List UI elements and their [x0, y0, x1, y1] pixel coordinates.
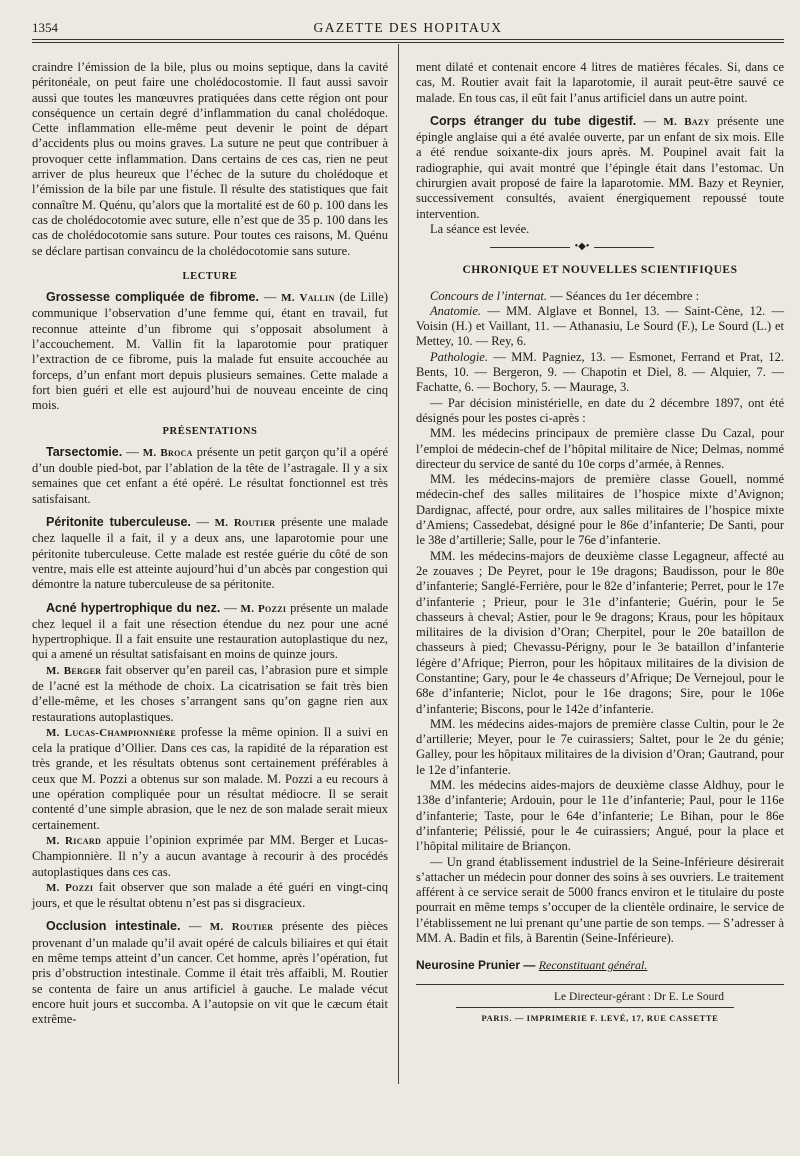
journal-title: GAZETTE DES HOPITAUX [313, 20, 503, 35]
paragraph: MM. les médecins aides-majors de première classe Cultin, pour le 2e d’artillerie; Meyer, pour le 7e cuirassiers; Saltet, pour le 2e du génie; Galley, pour les hôpitaux militaires de la division d’Oran; Gautrand, pour le 12e d’infanterie. [416, 716, 784, 777]
author-name: M. Pozzi [240, 602, 287, 615]
paragraph [32, 725, 388, 833]
closing-line: La séance est levée. [430, 221, 530, 236]
item-label: Pathologie. [430, 349, 488, 364]
header-rule-double [32, 42, 784, 43]
advertisement [416, 958, 784, 973]
author-name: M. Berger [46, 664, 102, 677]
paragraph: MM. les médecins-majors de deuxième classe Legagneur, affecté au 2e zouaves ; De Peyret, pour le 19e dragons; Baudisson, pour le 80e d’infanterie; Sanglé-Ferrière, pour le 82e d’infanterie; Perret, pour le 17e d’infanterie ; Prieur, pour le 31e d’infanterie; Guérin, pour le 5e chasseurs à cheval; Astier, pour le 9e dragons; Kraus, pour les hôpitaux militaires de la division d’Oran; Cherpitel, pour le 20e bataillon de chasseurs à pied; Chevassu-Périgny, pour le 3e bataillon d’infanterie légère d’Afrique; Pierron, pour les hôpitaux militaires de la division de Constantine; Gary, pour le 4e chasseurs d’Afrique; De Vernejoul, pour le 68e d’infanterie; Niclot, pour le 16e dragons; Sire, pour le 106e d’infanterie; Biscons, pour le 142e d’infanterie. [416, 548, 784, 716]
dash: — [258, 290, 282, 305]
author-name: M. Ricard [46, 834, 102, 847]
paragraph-text: présente un petit garçon qu’il a opéré d’un double pied-bot, par l’ablation de la tête de l’astragale. Il y a six semaines que cet enfant a été opéré. Le résultat fonctionnel est très satisfaisant. [32, 444, 388, 506]
paragraph [32, 880, 388, 912]
paragraph [416, 304, 784, 350]
item-label: Concours de l’internat. [430, 288, 548, 303]
column-divider [398, 44, 399, 1084]
paragraph: — Par décision ministérielle, en date du 2 décembre 1897, ont été désignés pour les postes ci-après : [416, 395, 784, 425]
paragraph: MM. les médecins aides-majors de deuxième classe Aldhuy, pour le 138e d’infanterie; Ardouin, pour le 11e d’infanterie; Paul, pour le 116e d’infanterie; Taste, pour le 64e d’infanterie; Le Bihan, pour le 86e d’infanterie; Pélissié, pour le 4e cuirassiers; Angué, pour la place et l’hôpital militaire de Briançon. [416, 778, 784, 854]
author-name: M. Lucas-Championnière [46, 726, 176, 739]
item-title: Acné hypertrophique du nez. [46, 600, 221, 615]
paragraph-text: fait observer qu’en pareil cas, l’abrasion pure et simple de l’acné est la méthode de choix. La cicatrisation se fait très bien d’elle-même, et les choses s’arrangent sans qu’on gagne rien aux restaurations autoplastiques. [32, 662, 388, 724]
paragraph-text: appuie l’opinion exprimée par MM. Berger et Lucas-Championnière. Il n’y a aucun avantage à recourir à des procédés autoplastiques dans ces cas. [32, 832, 389, 879]
paragraph-text: présente des pièces provenant d’un malade qu’il avait opéré de calculs biliaires et qui était en même temps atteint d’un cancer. Cet homme, après l’opération, fut pris d’obstruction intestinale. Comme il était très affaibli, M. Routier se contenta de faire un anus artificiel à gauche. Le malade vécut encore huit jours et succomba. A l’autopsie on vit que le cæcum était extrême- [32, 919, 389, 1027]
section-heading: PRÉSENTATIONS [162, 425, 258, 437]
page-header [32, 18, 784, 38]
paragraph: MM. les médecins-majors de première classe Gouell, nommé médecin-chef des salles militaires de l’hospice mixte d’Avignon; Dardignac, affecté, pour ordre, aux salles militaires de l’hospice mixte d’Amiens; Cassedebat, désigné pour le 86e d’infanterie; De Santi, pour le 38e d’artillerie; Salle, pour le 76e d’infanterie. [416, 472, 784, 548]
section-heading: LECTURE [182, 270, 238, 282]
left-column [32, 60, 388, 1028]
header-rule [32, 39, 784, 40]
paragraph-text: professe la même opinion. Il a suivi en cela la pratique d’Ollier. Dans ces cas, la rapidité de la réparation est très grande, et les résultats obtenus sont certainement préférables à ceux que M. Pozzi a obtenus sur son malade. M. Pozzi a eu recours à une opération compliquée pour un résultat médiocre. Il se serait contenté d’une simple abrasion, que le nez de son malade serait mieux certainement. [32, 724, 388, 832]
dash: — [180, 919, 210, 934]
dash: — [636, 113, 664, 128]
paragraph [416, 350, 784, 396]
paragraph-text: — Séances du 1er décembre : [547, 288, 700, 303]
paragraph-text: fait observer que son malade a été guéri en vingt-cinq jours, et que le résultat obtenu n’est pas si disgracieux. [32, 879, 388, 911]
paragraph-text: présente une épingle anglaise qui a été avalée ouverte, par un enfant de six mois. Elle a été rendue soixante-dix jours après. M. Poupinel avait fait la radiographie, qui avait montré que l’épingle était dans l’estomac. Un chirurgien avait proposé de faire la laparotomie. MM. Bazy et Reynier, successivement consultés, avaient énergiquement repoussé toute intervention. [416, 113, 784, 221]
paragraph [32, 833, 388, 880]
paragraph [32, 515, 388, 592]
chronique-title: CHRONIQUE ET NOUVELLES SCIENTIFIQUES [462, 264, 738, 277]
paragraph-text: présente une malade chez laquelle il a fait, il y a deux ans, une laparotomie pour une péritonite tuberculeuse. Cette malade est restée guérie du côté de son ventre, mais elle est atteinte aujourd’hui d’un abcès par congestion qui démontre la nature tuberculeuse de sa péritonite. [32, 515, 388, 592]
footer-rule-short [456, 1007, 734, 1008]
paragraph [32, 663, 388, 725]
item-title: Péritonite tuberculeuse. [46, 515, 191, 530]
paragraph-text: (de Lille) communique l’observation d’une femme qui, étant en travail, fut reconnue atteinte d’un fibrome qui s’opposait absolument à l’accouchement. M. Vallin fit la laparotomie pour pratiquer l’extraction de ce fibrome, puis la malade fut ensuite accouchée au forceps, d’un enfant mort depuis plusieurs semaines. Cette malade a fort bien guéri et elle est aujourd’hui de nouveau enceinte de cinq mois. [32, 290, 388, 413]
author-name: M. Vallin [281, 292, 335, 305]
author-name: M. Routier [209, 921, 274, 934]
paragraph-text: — MM. Alglave et Bonnel, 13. — Saint-Cène, 12. — Voisin (H.) et Vaillant, 11. — Athanasiu, Le Sourd (F.), Le Sourd (L.) et Mettey, 10. — Rey, 6. [416, 303, 784, 349]
page-number: 1354 [32, 20, 58, 35]
paragraph [32, 919, 388, 1027]
dash: — [220, 600, 241, 615]
item-title: Occlusion intestinale. [46, 919, 181, 934]
paragraph [32, 445, 388, 507]
paragraph-text: — MM. Pagniez, 13. — Esmonet, Ferrand et Prat, 12. Bents, 10. — Bergeron, 9. — Chapotin et Diel, 8. — Alquier, 7. — Fachatte, 6. — Bochory, 5. — Maurage, 3. [416, 349, 784, 395]
paragraph [32, 290, 388, 413]
ad-text: Reconstituant général. [538, 958, 648, 973]
paragraph-text: présente un malade chez lequel il a fait une résection étendue du nez pour une acné hypertrophique. Il a fait ensuite une restauration autoplastique du nez, qui a amené un résultat satisfaisant en moins de quinze jours. [32, 600, 389, 662]
ornament-rule: •◆• [416, 241, 784, 255]
paragraph: MM. les médecins principaux de première classe Du Cazal, pour l’emploi de médecin-chef de l’hôpital militaire de Nice; Delmas, nommé directeur du service de santé du 10e corps d’armée, à Rennes. [416, 426, 784, 471]
dash: — [520, 958, 539, 973]
director-line: Le Directeur-gérant : Dr E. Le Sourd [554, 990, 724, 1003]
printer-line: PARIS. — IMPRIMERIE F. LEVÉ, 17, RUE CASSETTE [481, 1012, 719, 1023]
right-column [416, 60, 784, 1026]
paragraph: — Un grand établissement industriel de la Seine-Inférieure désirerait s’attacher un médecin pour donner des soins à ses ouvriers. Le traitement afférent à ce service serait de 5000 francs environ et le titulaire du poste pourrait en même temps s’occuper de la clientèle ordinaire, le service de l’établissement ne lui prenant qu’une partie de son temps. — S’adresser à MM. A. Badin et fils, à Barentin (Seine-Inférieure). [416, 854, 784, 946]
item-title: Grossesse compliquée de fibrome. [46, 290, 259, 305]
author-name: M. Broca [142, 446, 193, 459]
item-label: Anatomie. [430, 303, 482, 318]
author-name: M. Bazy [663, 115, 710, 128]
ad-name: Neurosine Prunier [416, 958, 521, 973]
paragraph [416, 289, 784, 304]
paragraph: ment dilaté et contenait encore 4 litres de matières fécales. Si, dans ce cas, M. Routier avait fait la laparotomie, il aurait peut-être sauvé ce malade. En tous cas, il eût fait l’anus artificiel dans un autre point. [416, 60, 784, 105]
item-title: Corps étranger du tube digestif. [430, 113, 637, 128]
item-title: Tarsectomie. [46, 444, 123, 459]
paragraph [32, 601, 388, 663]
paragraph [416, 114, 784, 222]
paragraph: craindre l’émission de la bile, plus ou moins septique, dans la cavité péritonéale, on peut faire une cholédocostomie. Il faut aussi savoir aussi que toutes les manœuvres pratiquées dans cette région ont pour conséquence un certain degré d’inflammation du canal cholédoque. Cette inflammation elle-même peut devenir le point de départ d’accidents plus ou moins graves. La suture ne peut que contribuer à provoquer cette inflammation. Dans certains de ces cas, rien ne peut arriver de plus heureux que l’échec de la suture du cholédoque et l’émission de la bile par une fistule. Il résulte des statistiques que fait connaître M. Quénu, qu’alors que la mortalité est de 60 p. 100 dans les cas de cholédocotomie avec suture, elle n’est que de 35 p. 100 dans les cas de cholédocotomie sans suture. Pour toutes ces raisons, M. Quénu se déclare partisan convaincu de la cholédocotomie sans suture. [32, 60, 388, 258]
author-name: M. Pozzi [46, 881, 94, 894]
dash: — [190, 515, 215, 530]
footer-rule [416, 984, 784, 985]
dash: — [122, 444, 143, 459]
author-name: M. Routier [214, 517, 276, 530]
